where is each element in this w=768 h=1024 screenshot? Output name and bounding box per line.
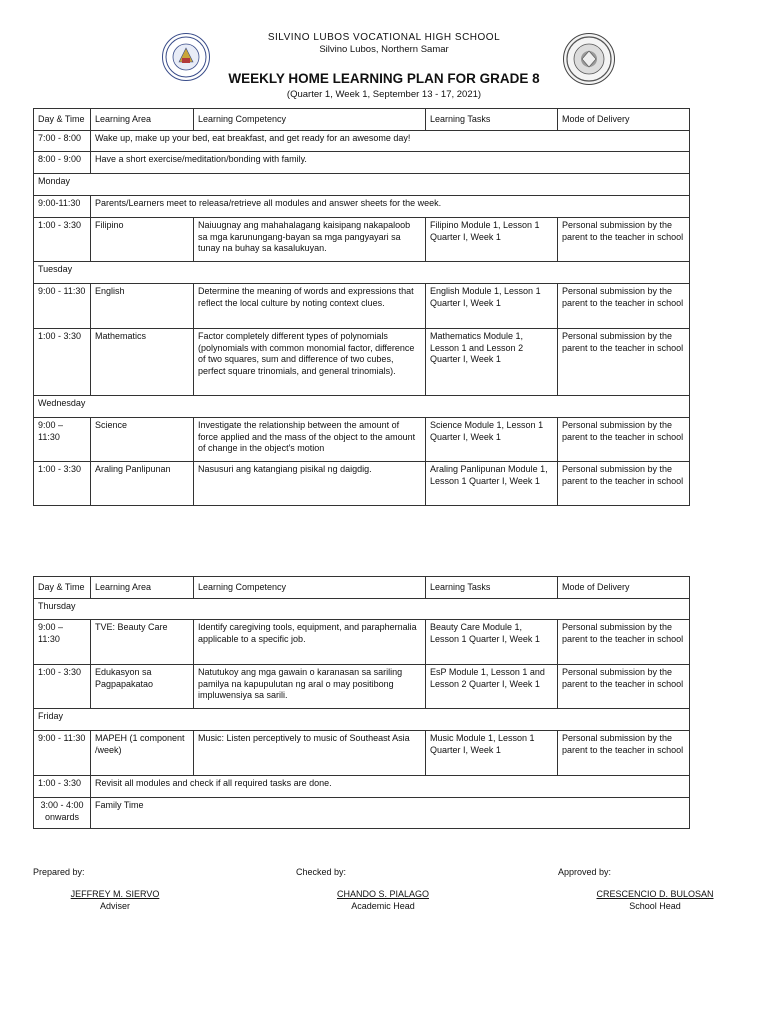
col-header-day-time: Day & Time [34, 577, 91, 599]
learning-area-cell: English [91, 284, 194, 329]
prepared-by-name: JEFFREY M. SIERVO [70, 889, 160, 899]
checked-by-role: Academic Head [351, 901, 415, 911]
table-row [34, 196, 690, 218]
mode-cell: Personal submission by the parent to the teacher in school [558, 284, 690, 329]
page-subtitle: (Quarter 1, Week 1, September 13 - 17, 2021) [286, 89, 482, 100]
table-row [34, 731, 690, 776]
table-header-row [34, 109, 690, 131]
learning-area-cell: Mathematics [91, 329, 194, 396]
tasks-cell: Filipino Module 1, Lesson 1 Quarter I, Week 1 [426, 218, 558, 262]
competency-cell: Naiuugnay ang mahahalagang kaisipang nakapaloob sa mga karunungang-bayan sa mga pangyayari sa tunay na buhay sa kasalukuyan. [194, 218, 426, 262]
tasks-cell: Araling Panlipunan Module 1, Lesson 1 Quarter I, Week 1 [426, 462, 558, 506]
competency-cell: Factor completely different types of polynomials (polynomials with common monomial factor, difference of two squares, sum and difference of two cubes, perfect square trinomials, and general trinomials). [194, 329, 426, 396]
col-header-learning-tasks: Learning Tasks [426, 109, 558, 131]
time-cell: 3:00 - 4:00 onwards [34, 798, 91, 829]
time-cell: 1:00 - 3:30 [34, 218, 91, 262]
learning-area-cell: Filipino [91, 218, 194, 262]
mode-cell: Personal submission by the parent to the teacher in school [558, 329, 690, 396]
table-row [34, 218, 690, 262]
tasks-cell: Beauty Care Module 1, Lesson 1 Quarter I, Week 1 [426, 620, 558, 665]
time-cell: 1:00 - 3:30 [34, 665, 91, 709]
time-cell: 9:00 - 11:30 [34, 731, 91, 776]
day-row-friday [34, 709, 690, 731]
col-header-learning-area: Learning Area [91, 577, 194, 599]
activity-cell: Revisit all modules and check if all required tasks are done. [91, 776, 690, 798]
competency-cell: Determine the meaning of words and expressions that reflect the local culture by noting context clues. [194, 284, 426, 329]
table-row [34, 665, 690, 709]
time-cell: 1:00 - 3:30 [34, 329, 91, 396]
mode-cell: Personal submission by the parent to the teacher in school [558, 620, 690, 665]
time-cell: 8:00 - 9:00 [34, 152, 91, 174]
day-label: Monday [34, 174, 690, 196]
col-header-day-time: Day & Time [34, 109, 91, 131]
school-name: SILVINO LUBOS VOCATIONAL HIGH SCHOOL [267, 32, 501, 43]
day-label: Friday [34, 709, 690, 731]
table-row [34, 798, 690, 829]
tasks-cell: Mathematics Module 1, Lesson 1 and Lesson 2 Quarter I, Week 1 [426, 329, 558, 396]
mode-cell: Personal submission by the parent to the teacher in school [558, 665, 690, 709]
day-label: Wednesday [34, 396, 690, 418]
col-header-learning-competency: Learning Competency [194, 109, 426, 131]
competency-cell: Nasusuri ang katangiang pisikal ng daigdig. [194, 462, 426, 506]
competency-cell: Natutukoy ang mga gawain o karanasan sa sariling pamilya na kapupulutan ng aral o may positibong impluwensiya sa sarili. [194, 665, 426, 709]
day-row-thursday [34, 599, 690, 620]
page-title: WEEKLY HOME LEARNING PLAN FOR GRADE 8 [228, 71, 540, 86]
activity-cell: Have a short exercise/meditation/bonding with family. [91, 152, 690, 174]
mode-cell: Personal submission by the parent to the teacher in school [558, 418, 690, 462]
col-header-mode-of-delivery: Mode of Delivery [558, 109, 690, 131]
competency-cell: Identify caregiving tools, equipment, and paraphernalia applicable to a specific job. [194, 620, 426, 665]
time-cell: 9:00-11:30 [34, 196, 91, 218]
day-row-wednesday [34, 396, 690, 418]
mode-cell: Personal submission by the parent to the teacher in school [558, 731, 690, 776]
competency-cell: Investigate the relationship between the amount of force applied and the mass of the object to the amount of change in the object's motion [194, 418, 426, 462]
time-cell: 1:00 - 3:30 [34, 462, 91, 506]
time-cell: 9:00 – 11:30 [34, 418, 91, 462]
col-header-mode-of-delivery: Mode of Delivery [558, 577, 690, 599]
tasks-cell: Music Module 1, Lesson 1 Quarter I, Week 1 [426, 731, 558, 776]
approved-by-role: School Head [629, 901, 681, 911]
table-row [34, 284, 690, 329]
day-label: Tuesday [34, 262, 690, 284]
time-cell: 9:00 – 11:30 [34, 620, 91, 665]
table-row [34, 462, 690, 506]
competency-cell: Music: Listen perceptively to music of Southeast Asia [194, 731, 426, 776]
tasks-cell: EsP Module 1, Lesson 1 and Lesson 2 Quarter I, Week 1 [426, 665, 558, 709]
activity-cell: Family Time [91, 798, 690, 829]
approved-by-label: Approved by: [558, 867, 612, 877]
table-row [34, 776, 690, 798]
table-row [34, 418, 690, 462]
col-header-learning-tasks: Learning Tasks [426, 577, 558, 599]
tasks-cell: English Module 1, Lesson 1 Quarter I, Week 1 [426, 284, 558, 329]
prepared-by-label: Prepared by: [33, 867, 85, 877]
prepared-by-role: Adviser [99, 901, 130, 911]
table-row [34, 329, 690, 396]
table-row [34, 620, 690, 665]
plan-table-1 [33, 108, 690, 506]
day-row-monday [34, 174, 690, 196]
col-header-learning-area: Learning Area [91, 109, 194, 131]
time-cell: 9:00 - 11:30 [34, 284, 91, 329]
learning-area-cell: Edukasyon sa Pagpapakatao [91, 665, 194, 709]
mode-cell: Personal submission by the parent to the teacher in school [558, 218, 690, 262]
activity-cell: Wake up, make up your bed, eat breakfast, and get ready for an awesome day! [91, 131, 690, 152]
checked-by-name: CHANDO S. PIALAGO [336, 889, 430, 899]
approved-by-name: CRESCENCIO D. BULOSAN [596, 889, 714, 899]
day-label: Thursday [34, 599, 690, 620]
learning-area-cell: MAPEH (1 component /week) [91, 731, 194, 776]
col-header-learning-competency: Learning Competency [194, 577, 426, 599]
school-location: Silvino Lubos, Northern Samar [319, 44, 449, 55]
table-row [34, 131, 690, 152]
table-header-row [34, 577, 690, 599]
tasks-cell: Science Module 1, Lesson 1 Quarter I, Week 1 [426, 418, 558, 462]
time-cell: 1:00 - 3:30 [34, 776, 91, 798]
table-row [34, 152, 690, 174]
activity-cell: Parents/Learners meet to releasa/retrieve all modules and answer sheets for the week. [91, 196, 690, 218]
learning-area-cell: TVE: Beauty Care [91, 620, 194, 665]
time-cell: 7:00 - 8:00 [34, 131, 91, 152]
learning-area-cell: Science [91, 418, 194, 462]
learning-area-cell: Araling Panlipunan [91, 462, 194, 506]
mode-cell: Personal submission by the parent to the teacher in school [558, 462, 690, 506]
checked-by-label: Checked by: [296, 867, 347, 877]
day-row-tuesday [34, 262, 690, 284]
plan-table-2 [33, 576, 690, 829]
